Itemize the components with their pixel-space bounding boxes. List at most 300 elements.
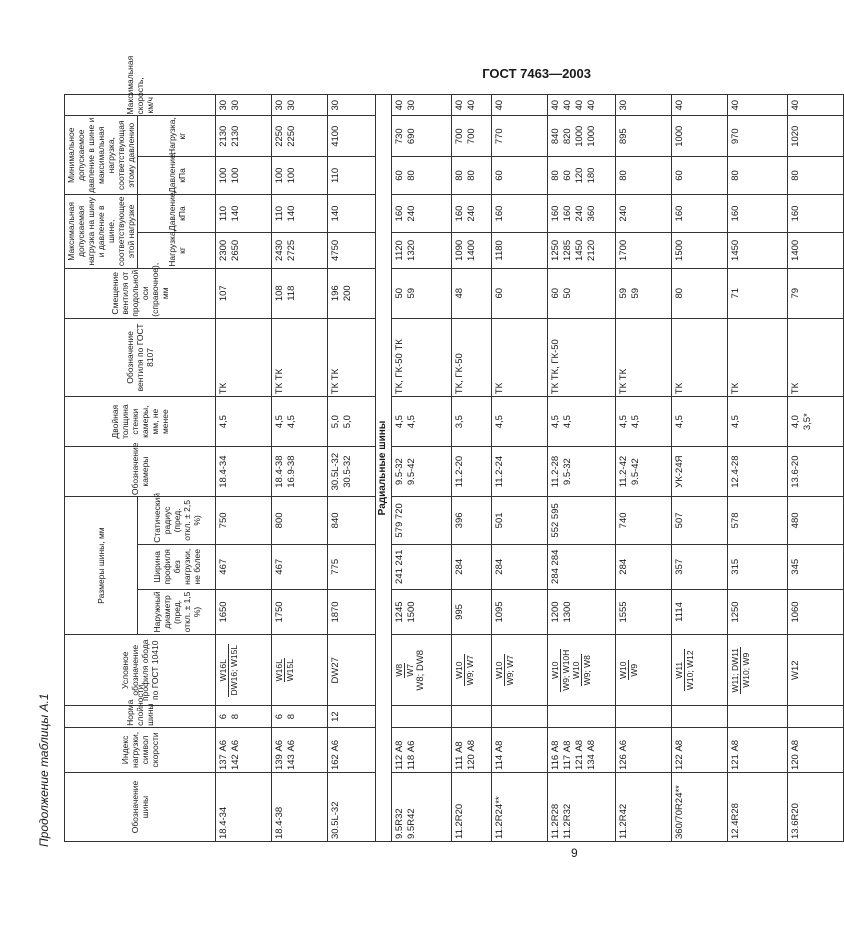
rim-bottom: W10; W12 xyxy=(685,650,695,691)
cell-line: 80 xyxy=(454,170,465,181)
cell-line: 59 xyxy=(406,287,417,299)
cell-line: 110 xyxy=(274,205,285,222)
cell-line: 700 xyxy=(466,128,477,145)
rim-value: W12 xyxy=(790,660,801,681)
rim-value: DW27 xyxy=(330,657,341,684)
cell-line: 9.5R42 xyxy=(406,808,417,839)
cell-off xyxy=(452,268,492,318)
cell-sr: 750 xyxy=(216,497,272,545)
cell-tube xyxy=(328,447,376,497)
cell-line: 59 xyxy=(630,287,641,299)
cell-line: 5,0 xyxy=(342,415,353,429)
cell-line: 6 xyxy=(274,713,285,720)
cell-line: 30.5L-32 xyxy=(330,452,341,491)
cell-ml xyxy=(548,233,616,269)
cell-line: 80 xyxy=(406,170,417,181)
cell-nl xyxy=(452,116,492,156)
cell-ml xyxy=(672,233,728,269)
rim-fraction xyxy=(274,658,295,682)
hdr-radius: Статический радиус (пред. откл. ± 2,5 %) xyxy=(138,497,216,545)
rim-fraction xyxy=(218,644,239,697)
cell-line: 143 А6 xyxy=(286,739,297,771)
cell-tube xyxy=(392,447,452,497)
rim-fraction xyxy=(394,663,415,678)
cell-np xyxy=(788,156,844,194)
table-body-top xyxy=(216,95,376,842)
hdr-min-group: Минимальное допускаемое давление в шине и максимальная нагрузка, соответствующая этому давлению xyxy=(66,117,136,193)
cell-tube xyxy=(492,447,548,497)
cell-line: 80 xyxy=(730,170,741,181)
cell-p xyxy=(392,706,452,727)
cell-line: 100 xyxy=(218,167,229,184)
hdr-index: Индекс нагрузки, символ скорости xyxy=(65,727,216,772)
cell-line: 40 xyxy=(466,99,477,111)
cell-p xyxy=(216,706,272,727)
cell-off xyxy=(728,268,788,318)
cell-line: 80 xyxy=(550,170,561,181)
cell-valve: ТК xyxy=(728,318,788,397)
cell-tube xyxy=(728,447,788,497)
cell-line: 11.2R32 xyxy=(562,803,573,839)
cell-line: 160 xyxy=(730,205,741,222)
cell-line: 118 А6 xyxy=(406,740,417,771)
cell-dia: 1245 1500 xyxy=(392,589,452,634)
cell-line: 200 xyxy=(342,285,353,302)
cell-i xyxy=(216,727,272,772)
cell-dia: 1870 xyxy=(328,589,376,634)
cell-line: 30 xyxy=(406,99,417,111)
cell-mp xyxy=(788,194,844,232)
cell-line: 160 xyxy=(562,205,573,222)
rim-top: W11 xyxy=(674,649,685,691)
cell-line: 1285 xyxy=(562,239,573,261)
cell-mp xyxy=(672,194,728,232)
cell-dia: 1095 xyxy=(492,589,548,634)
cell-sr: 552 595 xyxy=(548,497,616,545)
cell-valve: ТК ТК, ГК-50 xyxy=(548,318,616,397)
cell-v xyxy=(728,95,788,117)
cell-wall xyxy=(672,397,728,447)
rim-bottom: W15L xyxy=(285,659,295,682)
cell-nl xyxy=(616,116,672,156)
cell-line: 50 xyxy=(562,287,573,299)
cell-line: 80 xyxy=(466,170,477,181)
page-number: 9 xyxy=(571,846,578,860)
cell-nl xyxy=(392,116,452,156)
cell-line: 48 xyxy=(454,287,465,299)
cell-ml xyxy=(272,233,328,269)
cell-line: 2130 xyxy=(218,125,229,147)
cell-line: 40 xyxy=(790,99,801,111)
cell-line: 5,0 xyxy=(330,415,341,429)
table-row xyxy=(272,95,328,842)
cell-d xyxy=(616,773,672,842)
cell-r xyxy=(788,635,844,706)
cell-np xyxy=(616,156,672,194)
cell-ml xyxy=(216,233,272,269)
cell-line: 2725 xyxy=(286,239,297,261)
cell-line: 60 xyxy=(550,287,561,299)
cell-sr: 396 xyxy=(452,497,492,545)
cell-w: 284 xyxy=(616,544,672,589)
cell-line: 160 xyxy=(494,205,505,222)
cell-mp xyxy=(328,194,376,232)
cell-line: 100 xyxy=(230,167,241,184)
rim-bottom: W9 xyxy=(629,663,639,677)
cell-line: 3,5 xyxy=(454,415,465,429)
cell-v xyxy=(788,95,844,117)
cell-line: 40 xyxy=(454,99,465,111)
cell-off xyxy=(216,268,272,318)
cell-d xyxy=(788,773,844,842)
cell-line: 60 xyxy=(494,287,505,299)
rim-fraction xyxy=(571,654,592,686)
cell-line: 50 xyxy=(394,287,405,299)
hdr-width: Ширина профиля без нагрузки, не более xyxy=(138,544,216,589)
cell-d xyxy=(728,773,788,842)
cell-line: 1400 xyxy=(790,239,801,261)
cell-line: 18.4-38 xyxy=(274,455,285,488)
cell-valve: ТК xyxy=(672,318,728,397)
cell-valve: ТК, ГК-50 ТК xyxy=(392,318,452,397)
cell-line: 1020 xyxy=(790,125,801,147)
cell-line: 60 xyxy=(394,170,405,181)
cell-v xyxy=(328,95,376,117)
table-row xyxy=(616,95,672,842)
cell-np xyxy=(492,156,548,194)
cell-line: 160 xyxy=(454,205,465,222)
rim-top: W10 xyxy=(454,654,465,686)
cell-line: 4,5 xyxy=(674,415,685,429)
cell-line: 11.2-42 xyxy=(618,455,629,488)
cell-r xyxy=(392,635,452,706)
hdr-ply: Норма слойности шины xyxy=(65,706,216,727)
cell-wall xyxy=(392,397,452,447)
hdr-max-pressure: Давление, кПа xyxy=(138,194,216,232)
cell-d xyxy=(492,773,548,842)
cell-i xyxy=(728,727,788,772)
cell-line: 60 xyxy=(562,170,573,181)
rim-fraction xyxy=(494,654,515,686)
cell-ml xyxy=(728,233,788,269)
cell-mp xyxy=(728,194,788,232)
cell-line: 18.4-38 xyxy=(274,806,285,839)
cell-line: 160 xyxy=(550,205,561,222)
rim-bottom: W9; W7 xyxy=(465,655,475,686)
cell-off xyxy=(788,268,844,318)
cell-line: 2300 xyxy=(218,239,229,261)
cell-off xyxy=(272,268,328,318)
cell-line: 137 А6 xyxy=(218,739,229,771)
cell-line: 3,5* xyxy=(802,413,813,431)
table-row xyxy=(452,95,492,842)
cell-line: 126 А6 xyxy=(618,739,629,771)
cell-line: 118 xyxy=(286,285,297,301)
cell-line: 360 xyxy=(586,205,597,222)
cell-line: 1000 xyxy=(674,125,685,147)
cell-line: 11.2R42 xyxy=(618,803,629,839)
cell-line: 1320 xyxy=(406,239,417,261)
cell-w: 284 xyxy=(452,544,492,589)
rim-top: W10 xyxy=(571,654,582,686)
cell-line: 110 xyxy=(218,205,229,222)
cell-mp xyxy=(272,194,328,232)
cell-mp xyxy=(392,194,452,232)
cell-line: 1120 xyxy=(394,240,405,261)
cell-r xyxy=(452,635,492,706)
cell-valve: ТК xyxy=(788,318,844,397)
cell-tube xyxy=(616,447,672,497)
cell-line: 240 xyxy=(574,205,585,222)
cell-line: 770 xyxy=(494,128,505,145)
rim-bottom: W9; W7 xyxy=(505,655,515,686)
cell-line: 240 xyxy=(618,205,629,222)
cell-sr: 740 xyxy=(616,497,672,545)
cell-line: 11.2-20 xyxy=(454,455,465,488)
cell-line: 30 xyxy=(330,99,341,111)
cell-line: 4750 xyxy=(330,239,341,261)
cell-line: 2130 xyxy=(230,125,241,147)
cell-line: 2430 xyxy=(274,239,285,261)
cell-line: 12.4-28 xyxy=(730,455,741,488)
table-row xyxy=(392,95,452,842)
cell-nl xyxy=(728,116,788,156)
section-row-group xyxy=(376,95,392,842)
cell-v xyxy=(548,95,616,117)
cell-line: 13.6-20 xyxy=(790,455,801,488)
cell-line: 121 А8 xyxy=(574,739,585,771)
cell-line: 140 xyxy=(286,205,297,222)
cell-np xyxy=(328,156,376,194)
rim-fraction xyxy=(618,661,639,680)
cell-sr: 800 xyxy=(272,497,328,545)
cell-line: 60 xyxy=(494,170,505,181)
cell-i xyxy=(452,727,492,772)
cell-d xyxy=(216,773,272,842)
cell-r xyxy=(672,635,728,706)
cell-line: 4,5 xyxy=(274,415,285,429)
rim-extra: W8; DW8 xyxy=(415,649,426,691)
rim-fraction xyxy=(454,654,475,686)
cell-valve: ТК ТК xyxy=(616,318,672,397)
cell-line: 120 А8 xyxy=(790,739,801,771)
cell-line: 16.9-38 xyxy=(286,455,297,488)
cell-np xyxy=(392,156,452,194)
cell-wall xyxy=(216,397,272,447)
cell-off xyxy=(548,268,616,318)
cell-wall xyxy=(788,397,844,447)
rim-top: W16L xyxy=(218,644,229,697)
cell-w: 284 284 xyxy=(548,544,616,589)
cell-line: 114 А8 xyxy=(494,740,505,771)
cell-p xyxy=(452,706,492,727)
hdr-min-load: Нагрузка, кг xyxy=(138,116,216,156)
table-row xyxy=(672,95,728,842)
cell-nl xyxy=(492,116,548,156)
cell-d xyxy=(672,773,728,842)
cell-line: 1700 xyxy=(618,239,629,261)
cell-line: 11.2-24 xyxy=(494,455,505,488)
cell-line: 30 xyxy=(218,99,229,111)
cell-tube xyxy=(272,447,328,497)
cell-line: 40 xyxy=(494,99,505,111)
cell-p xyxy=(492,706,548,727)
cell-line: 160 xyxy=(790,205,801,222)
cell-off xyxy=(328,268,376,318)
rim-top: W11; DW11 xyxy=(730,647,740,693)
cell-tube xyxy=(216,447,272,497)
cell-line: 18.4-34 xyxy=(218,455,229,488)
cell-line: 100 xyxy=(274,167,285,184)
cell-w: 357 xyxy=(672,544,728,589)
cell-i xyxy=(492,727,548,772)
cell-off xyxy=(492,268,548,318)
cell-line: 79 xyxy=(790,287,801,299)
cell-i xyxy=(672,727,728,772)
cell-sr: 579 720 xyxy=(392,497,452,545)
cell-line: 40 xyxy=(394,99,405,111)
cell-line: 1000 xyxy=(574,125,585,147)
cell-ml xyxy=(788,233,844,269)
cell-np xyxy=(272,156,328,194)
cell-valve: ТК xyxy=(216,318,272,397)
cell-line: 9.5R32 xyxy=(394,808,405,839)
cell-dia: 1060 xyxy=(788,589,844,634)
cell-p xyxy=(616,706,672,727)
rim-top: W10 xyxy=(494,654,505,686)
cell-off xyxy=(392,268,452,318)
cell-ml xyxy=(452,233,492,269)
cell-line: 9.5-32 xyxy=(394,458,405,486)
cell-line: 700 xyxy=(454,128,465,145)
cell-line: 40 xyxy=(562,99,573,111)
cell-line: 1450 xyxy=(574,239,585,261)
cell-line: 970 xyxy=(730,128,741,145)
cell-line: 40 xyxy=(730,99,741,111)
rim-bottom: W9; W8 xyxy=(582,655,592,686)
cell-nl xyxy=(672,116,728,156)
cell-line: 4,5 xyxy=(730,415,741,429)
cell-wall xyxy=(548,397,616,447)
cell-wall xyxy=(328,397,376,447)
cell-line: 196 xyxy=(330,285,341,302)
cell-line: 895 xyxy=(618,128,629,145)
cell-ml xyxy=(492,233,548,269)
cell-r xyxy=(492,635,548,706)
rim-top: W10 xyxy=(550,649,561,692)
cell-d xyxy=(452,773,492,842)
cell-line: 1180 xyxy=(494,240,505,261)
standard-header: ГОСТ 7463—2003 xyxy=(482,66,591,81)
cell-line: 162 А6 xyxy=(330,739,341,771)
cell-line: 11.2R24** xyxy=(494,796,505,839)
cell-line: 80 xyxy=(674,287,685,299)
cell-line: 4,5 xyxy=(286,415,297,429)
cell-mp xyxy=(492,194,548,232)
cell-line: 120 А8 xyxy=(466,739,477,771)
cell-line: 9.5-42 xyxy=(406,458,417,486)
cell-i xyxy=(548,727,616,772)
cell-line: 1090 xyxy=(454,239,465,261)
cell-line: 2650 xyxy=(230,239,241,261)
cell-line: 40 xyxy=(574,99,585,111)
cell-line: 30 xyxy=(286,99,297,111)
cell-w: 775 xyxy=(328,544,376,589)
cell-valve: ТК ТК xyxy=(328,318,376,397)
cell-v xyxy=(272,95,328,117)
cell-line: 120 xyxy=(574,167,585,184)
cell-valve: ТК ТК xyxy=(272,318,328,397)
cell-line: 140 xyxy=(230,205,241,222)
cell-mp xyxy=(548,194,616,232)
cell-line: 690 xyxy=(406,128,417,145)
hdr-offset: Смещение вентиля от продольной оси (справочное), мм xyxy=(65,268,216,318)
cell-np xyxy=(216,156,272,194)
table-row xyxy=(728,95,788,842)
table-caption: Продолжение таблицы А.1 xyxy=(37,693,51,847)
cell-nl xyxy=(272,116,328,156)
cell-line: 60 xyxy=(674,170,685,181)
cell-line: 2250 xyxy=(274,125,285,147)
table-row xyxy=(216,95,272,842)
cell-np xyxy=(452,156,492,194)
cell-line: 121 А8 xyxy=(730,739,741,771)
cell-line: 100 xyxy=(286,167,297,184)
cell-line: 4,0 xyxy=(790,415,801,429)
cell-np xyxy=(728,156,788,194)
cell-line: 30.5-32 xyxy=(342,455,353,488)
cell-line: 59 xyxy=(618,287,629,299)
cell-sr: 840 xyxy=(328,497,376,545)
cell-dia: 1750 xyxy=(272,589,328,634)
cell-ml xyxy=(616,233,672,269)
cell-line: 139 А6 xyxy=(274,739,285,771)
rim-bottom: W7 xyxy=(405,663,415,677)
cell-wall xyxy=(452,397,492,447)
cell-line: 1250 xyxy=(550,239,561,261)
cell-line: 2120 xyxy=(586,239,597,261)
cell-line: 112 А8 xyxy=(394,740,405,771)
rim-top: W16L xyxy=(274,659,284,682)
cell-nl xyxy=(548,116,616,156)
cell-line: 107 xyxy=(218,285,229,302)
section-radial-label: Радиальные шины xyxy=(376,95,392,842)
cell-wall xyxy=(492,397,548,447)
cell-p xyxy=(788,706,844,727)
cell-line: 140 xyxy=(330,205,341,222)
table-row xyxy=(492,95,548,842)
rim-fraction xyxy=(674,649,695,691)
cell-line: 80 xyxy=(790,170,801,181)
cell-line: 8 xyxy=(286,713,297,720)
cell-v xyxy=(452,95,492,117)
cell-i xyxy=(272,727,328,772)
cell-i xyxy=(328,727,376,772)
cell-r xyxy=(728,635,788,706)
cell-p xyxy=(672,706,728,727)
cell-nl xyxy=(788,116,844,156)
cell-line: 80 xyxy=(618,170,629,181)
cell-sr: 507 xyxy=(672,497,728,545)
cell-ml xyxy=(392,233,452,269)
cell-v xyxy=(392,95,452,117)
hdr-rim: Условное обозначение профиля обода по ГОСТ 10410 xyxy=(65,635,216,706)
cell-w: 315 xyxy=(728,544,788,589)
cell-line: 11.2R28 xyxy=(550,803,561,839)
cell-line: 30 xyxy=(274,99,285,111)
cell-w: 284 xyxy=(492,544,548,589)
cell-ml xyxy=(328,233,376,269)
